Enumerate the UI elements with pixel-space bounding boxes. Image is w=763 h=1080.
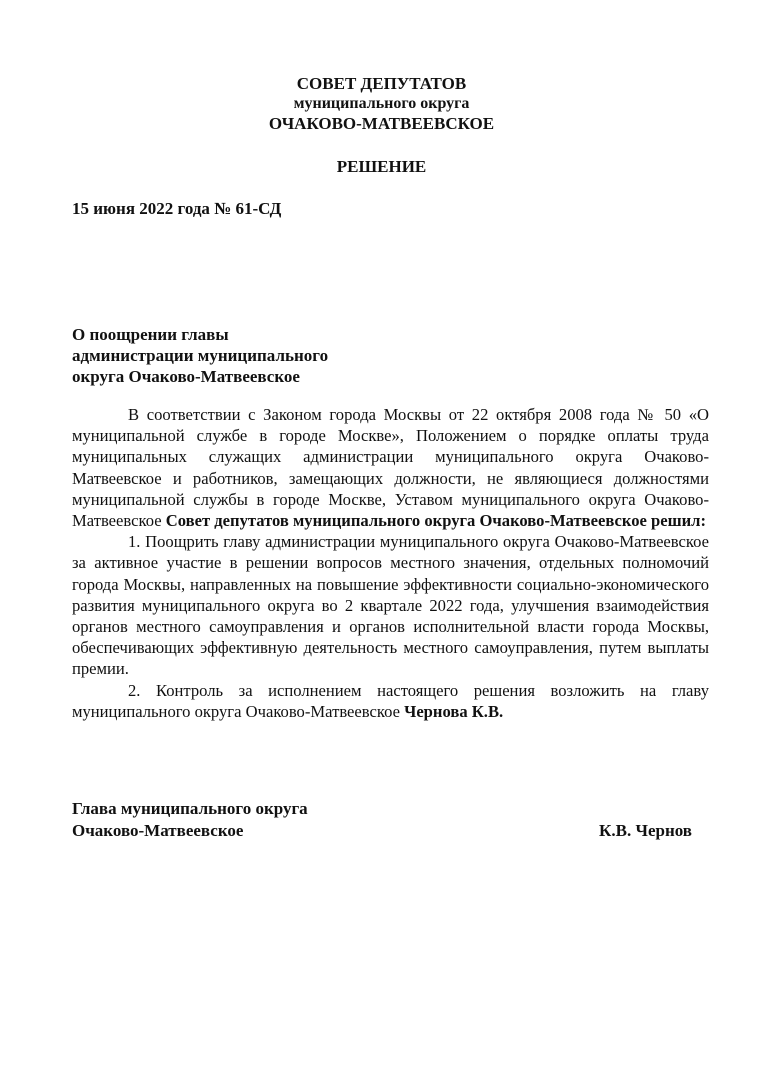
preamble-paragraph xyxy=(72,404,709,531)
district-name: ОЧАКОВО-МАТВЕЕВСКОЕ xyxy=(268,114,495,133)
decision-body xyxy=(72,404,709,722)
signatory-title-line-2: Очаково-Матвеевское xyxy=(72,821,244,840)
preamble-resolution: Совет депутатов муниципального округа Очаково-Матвеевское решил: xyxy=(165,511,707,531)
signatory-name: К.В. Чернов xyxy=(599,821,692,840)
decision-subject xyxy=(72,324,402,387)
decision-date-number: 15 июня 2022 года № 61-СД xyxy=(72,199,282,218)
decision-title: РЕШЕНИЕ xyxy=(336,157,427,176)
signatory-title-line-1: Глава муниципального округа xyxy=(72,799,308,818)
signature-row xyxy=(72,820,692,842)
subject-line-2: администрации муниципального xyxy=(72,346,329,365)
document-header xyxy=(0,74,763,134)
item-2-paragraph xyxy=(72,680,709,722)
subject-line-1: О поощрении главы xyxy=(72,325,229,344)
preamble-text: В соответствии с Законом города Москвы от 22 октября 2008 года № 50 «О муниципальной службе в городе Москве», Положением о порядке оплаты труда муниципальных служащих администрации муниципального округа Очаково-Матвеевское и работников, замещающих должности, не являющиеся должностями муниципальной службы в городе Москве, Уставом муниципального округа Очаково-Матвеевское xyxy=(72,405,709,531)
item-1-paragraph: 1. Поощрить главу администрации муниципального округа Очаково-Матвеевское за активное участие в решении вопросов местного значения, отдельных полномочий города Москвы, направленных на повышение эффективности социально-экономического развития муниципального округа во 2 квартале 2022 года, улучшения взаимодействия органов местного самоуправления и органов исполнительной власти города Москвы, обеспечивающих эффективную деятельность местного самоуправления, путем выплаты премии. xyxy=(72,532,709,679)
signature-block xyxy=(72,798,692,842)
subject-line-3: округа Очаково-Матвеевское xyxy=(72,367,300,386)
municipal-district-label: муниципального округа xyxy=(293,95,470,112)
council-title: СОВЕТ ДЕПУТАТОВ xyxy=(296,74,467,93)
item-2-text: 2. Контроль за исполнением настоящего решения возложить на главу муниципального округа Очаково-Матвеевское xyxy=(72,680,709,721)
item-2-responsible: Чернова К.В. xyxy=(404,701,504,721)
